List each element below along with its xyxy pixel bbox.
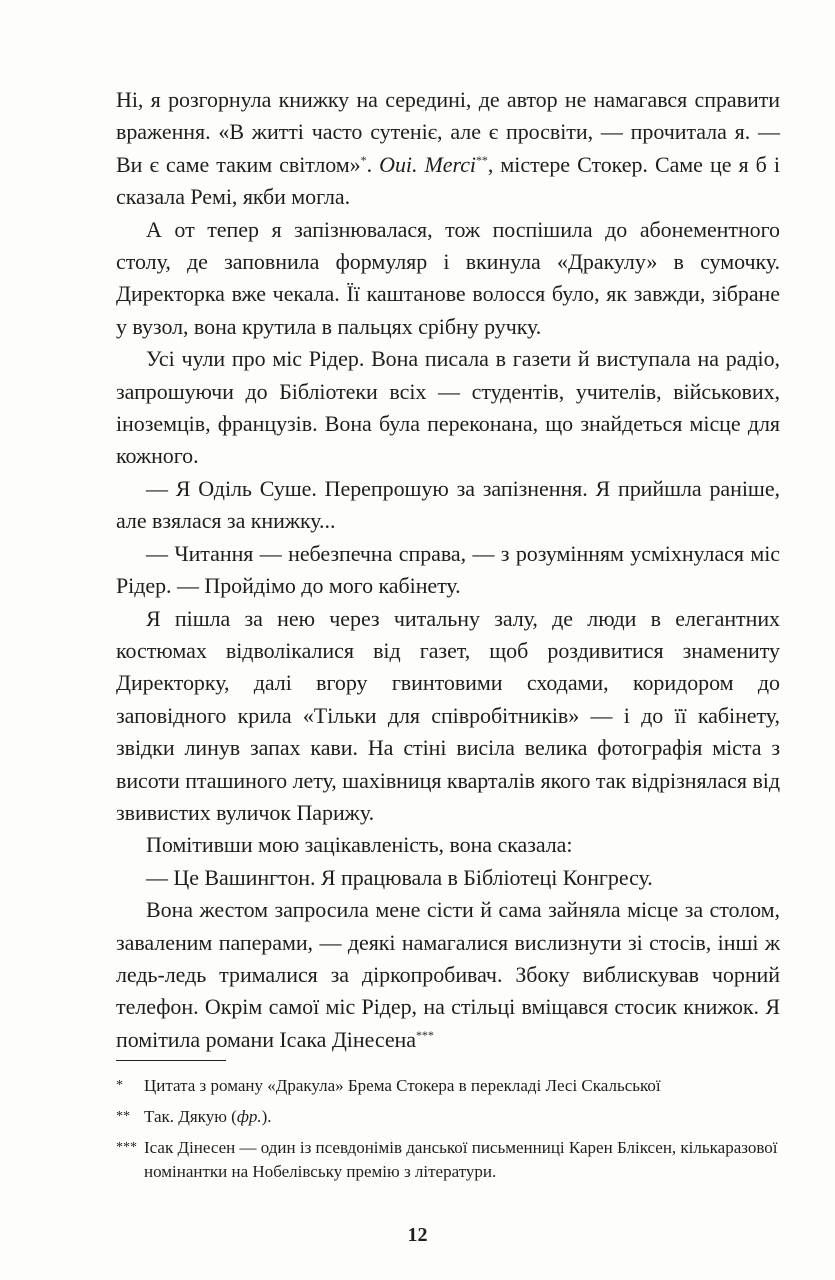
paragraph-3: Усі чули про міс Рідер. Вона писала в газети й виступала на радіо, запрошуючи до Бібліотеки всіх — студентів, учителів, військових, іноземців, французів. Вона була переконана, що знайдеться місце для кожного. [116, 346, 780, 469]
footnote-ref-1: * [360, 152, 367, 167]
paragraph-6: Я пішла за нею через читальну залу, де люди в елегантних костюмах відволікалися від газет, щоб роздивитися знамениту Директорку, далі вгору гвинтовими сходами, коридором до заповідного крила «Тільки для співробітників» — і до її кабінету, звідки линув запах кави. На стіні висіла велика фотографія міста з висоти пташиного лету, шахівниця кварталів якого так відрізнялася від звивистих вуличок Парижу. [116, 605, 780, 825]
footnote-2 [116, 1105, 780, 1129]
footnote-divider [116, 1060, 226, 1061]
page-number: 12 [407, 1224, 428, 1246]
footnote-2-text-after: ). [261, 1107, 272, 1126]
footnote-1 [116, 1074, 780, 1098]
footnote-2-mark: ** [116, 1109, 130, 1124]
paragraph-5: — Читання — небезпечна справа, — з розумінням усміхнулася міс Рідер. — Пройдімо до мого кабінету. [116, 540, 780, 599]
paragraph-1 [116, 84, 780, 214]
paragraph-1-punct: . [366, 151, 380, 177]
footnote-ref-3: *** [415, 1027, 434, 1042]
footnote-3-mark: *** [116, 1140, 137, 1155]
paragraph-2: А от тепер я запізнювалася, тож поспішила до абонементного столу, де заповнила формуляр і вкинула «Дракулу» в сумочку. Директорка вже чекала. Її каштанове волосся було, як завжди, зібране у вузол, вона крутила в пальцях срібну ручку. [116, 216, 780, 339]
paragraph-4: — Я Оділь Суше. Перепрошую за запізнення. Я прийшла раніше, але взялася за книжку... [116, 475, 780, 534]
paragraph-1-tail: , містере Стокер. Саме це я б і сказала Ремі, якби могла. [116, 151, 780, 210]
footnote-1-mark: * [116, 1078, 123, 1093]
footnote-3-text: Ісак Дінесен — один із псевдонімів данської письменниці Карен Бліксен, кількаразової номінантки на Нобелівську премію з літератури. [144, 1138, 778, 1181]
paragraph-9 [116, 894, 780, 1056]
paragraph-8: — Це Вашингтон. Я працювала в Бібліотеці Конгресу. [146, 864, 653, 890]
paragraph-7: Помітивши мою зацікавленість, вона сказала: [146, 832, 573, 858]
footnote-2-text-before: Так. Дякую ( [144, 1107, 237, 1126]
footnote-1-text: Цитата з роману «Дракула» Брема Стокера в перекладі Лесі Скальської [144, 1076, 661, 1095]
footnote-ref-2: ** [475, 152, 488, 167]
paragraph-1-text: Ні, я розгорнула книжку на середині, де автор не намагався справити враження. «В житті часто сутеніє, але є просвіти, — прочитала я. — Ви є саме таким світлом» [116, 87, 780, 177]
paragraph-9-text: Вона жестом запросила мене сісти й сама зайняла місце за столом, заваленим паперами, — деякі намагалися вислизнути зі стосів, інші ж ледь-ледь трималися за діркопробивач. Збоку виблискував чорний телефон. Окрім самої міс Рідер, на стільці вміщався стосик книжок. Я помітила романи Ісака Дінесена [116, 897, 780, 1052]
main-text [116, 84, 780, 1056]
footnotes [116, 1074, 780, 1191]
footnote-3 [116, 1136, 780, 1184]
paragraph-1-italic: Oui. Merci [379, 151, 476, 177]
footnote-2-text [144, 1105, 780, 1129]
footnote-2-italic: фр. [236, 1107, 262, 1126]
